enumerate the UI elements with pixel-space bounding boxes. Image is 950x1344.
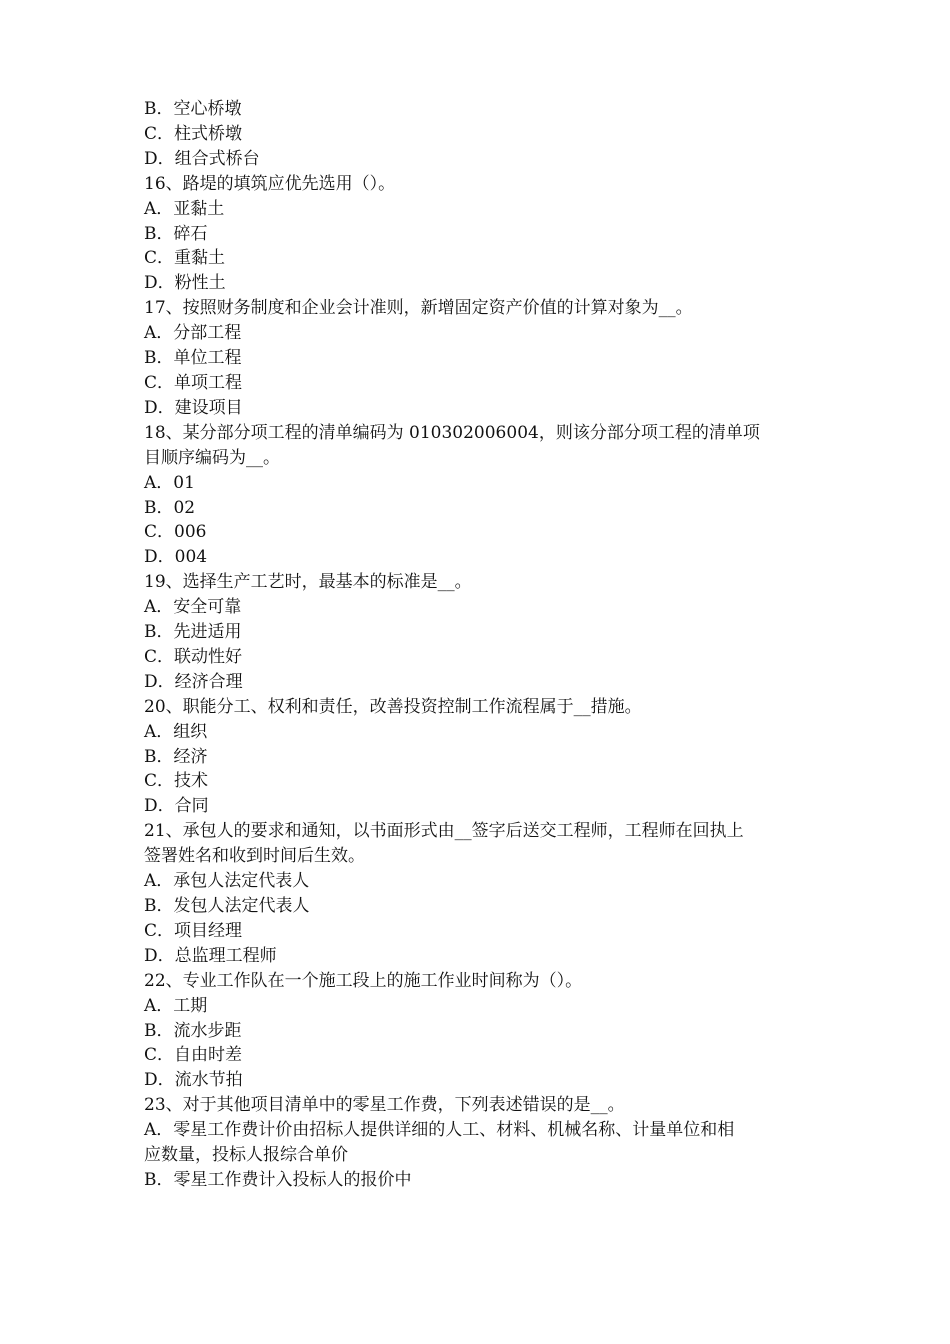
question-16: 16、路堤的填筑应优先选用（）。	[144, 173, 396, 194]
option-d-line: D．粉性土	[144, 273, 226, 294]
option-b-line: B．单位工程	[144, 348, 242, 369]
option-c-line: C．单项工程	[144, 372, 243, 393]
option-d-line: D．经济合理	[144, 671, 243, 692]
option-c-line: C．重黏土	[144, 248, 226, 269]
option-a-line: A．亚黏土	[144, 198, 225, 219]
option-b-line: B．经济	[144, 746, 208, 767]
option-c-line: C．联动性好	[144, 646, 243, 667]
option-b-line: B．空心桥墩	[144, 99, 242, 119]
option-c-line: C．柱式桥墩	[144, 123, 243, 144]
question-19: 19、选择生产工艺时，最基本的标准是__。	[144, 572, 472, 593]
option-d-line: D．合同	[144, 796, 209, 817]
option-a-line: A．01	[144, 472, 195, 493]
question-18-continued: 目顺序编码为__。	[144, 447, 280, 468]
question-21: 21、承包人的要求和通知，以书面形式由__签字后送交工程师，工程师在回执上	[144, 821, 744, 842]
option-a-line: A．工期	[144, 995, 208, 1016]
option-b-line: B．发包人法定代表人	[144, 896, 310, 916]
option-a-line: A．分部工程	[144, 323, 242, 344]
option-a-continued: 应数量，投标人报综合单价	[144, 1145, 348, 1166]
document-page	[144, 97, 814, 1193]
question-17: 17、按照财务制度和企业会计准则，新增固定资产价值的计算对象为__。	[144, 298, 693, 319]
question-21-continued: 签署姓名和收到时间后生效。	[144, 846, 365, 867]
option-c-line: C．006	[144, 522, 207, 543]
question-23: 23、对于其他项目清单中的零星工作费，下列表述错误的是__。	[144, 1095, 625, 1116]
option-b-line: B．流水步距	[144, 1020, 242, 1041]
option-a-line: A．组织	[144, 721, 208, 742]
option-a-line: A．承包人法定代表人	[144, 871, 310, 892]
option-c-line: C．自由时差	[144, 1045, 243, 1066]
option-c-line: C．技术	[144, 771, 209, 792]
option-b-line: B．碎石	[144, 223, 208, 244]
option-b-line: B．零星工作费计入投标人的报价中	[144, 1169, 412, 1190]
option-b-line: B．先进适用	[144, 622, 242, 643]
question-18: 18、某分部分项工程的清单编码为 010302006004，则该分部分项工程的清单项	[144, 422, 760, 443]
option-d-line: D．004	[144, 547, 208, 568]
question-20: 20、职能分工、权利和责任，改善投资控制工作流程属于__措施。	[144, 696, 642, 717]
option-d-line: D．流水节拍	[144, 1070, 243, 1091]
option-d-line: D．建设项目	[144, 397, 243, 418]
option-d-line: D．组合式桥台	[144, 148, 260, 169]
question-22: 22、专业工作队在一个施工段上的施工作业时间称为（）。	[144, 970, 583, 991]
option-b-line: B．02	[144, 497, 196, 518]
option-d-line: D．总监理工程师	[144, 945, 277, 966]
option-a-line: A．零星工作费计价由招标人提供详细的人工、材料、机械名称、计量单位和相	[144, 1120, 735, 1141]
option-a-line: A．安全可靠	[144, 597, 242, 618]
option-c-line: C．项目经理	[144, 920, 243, 941]
